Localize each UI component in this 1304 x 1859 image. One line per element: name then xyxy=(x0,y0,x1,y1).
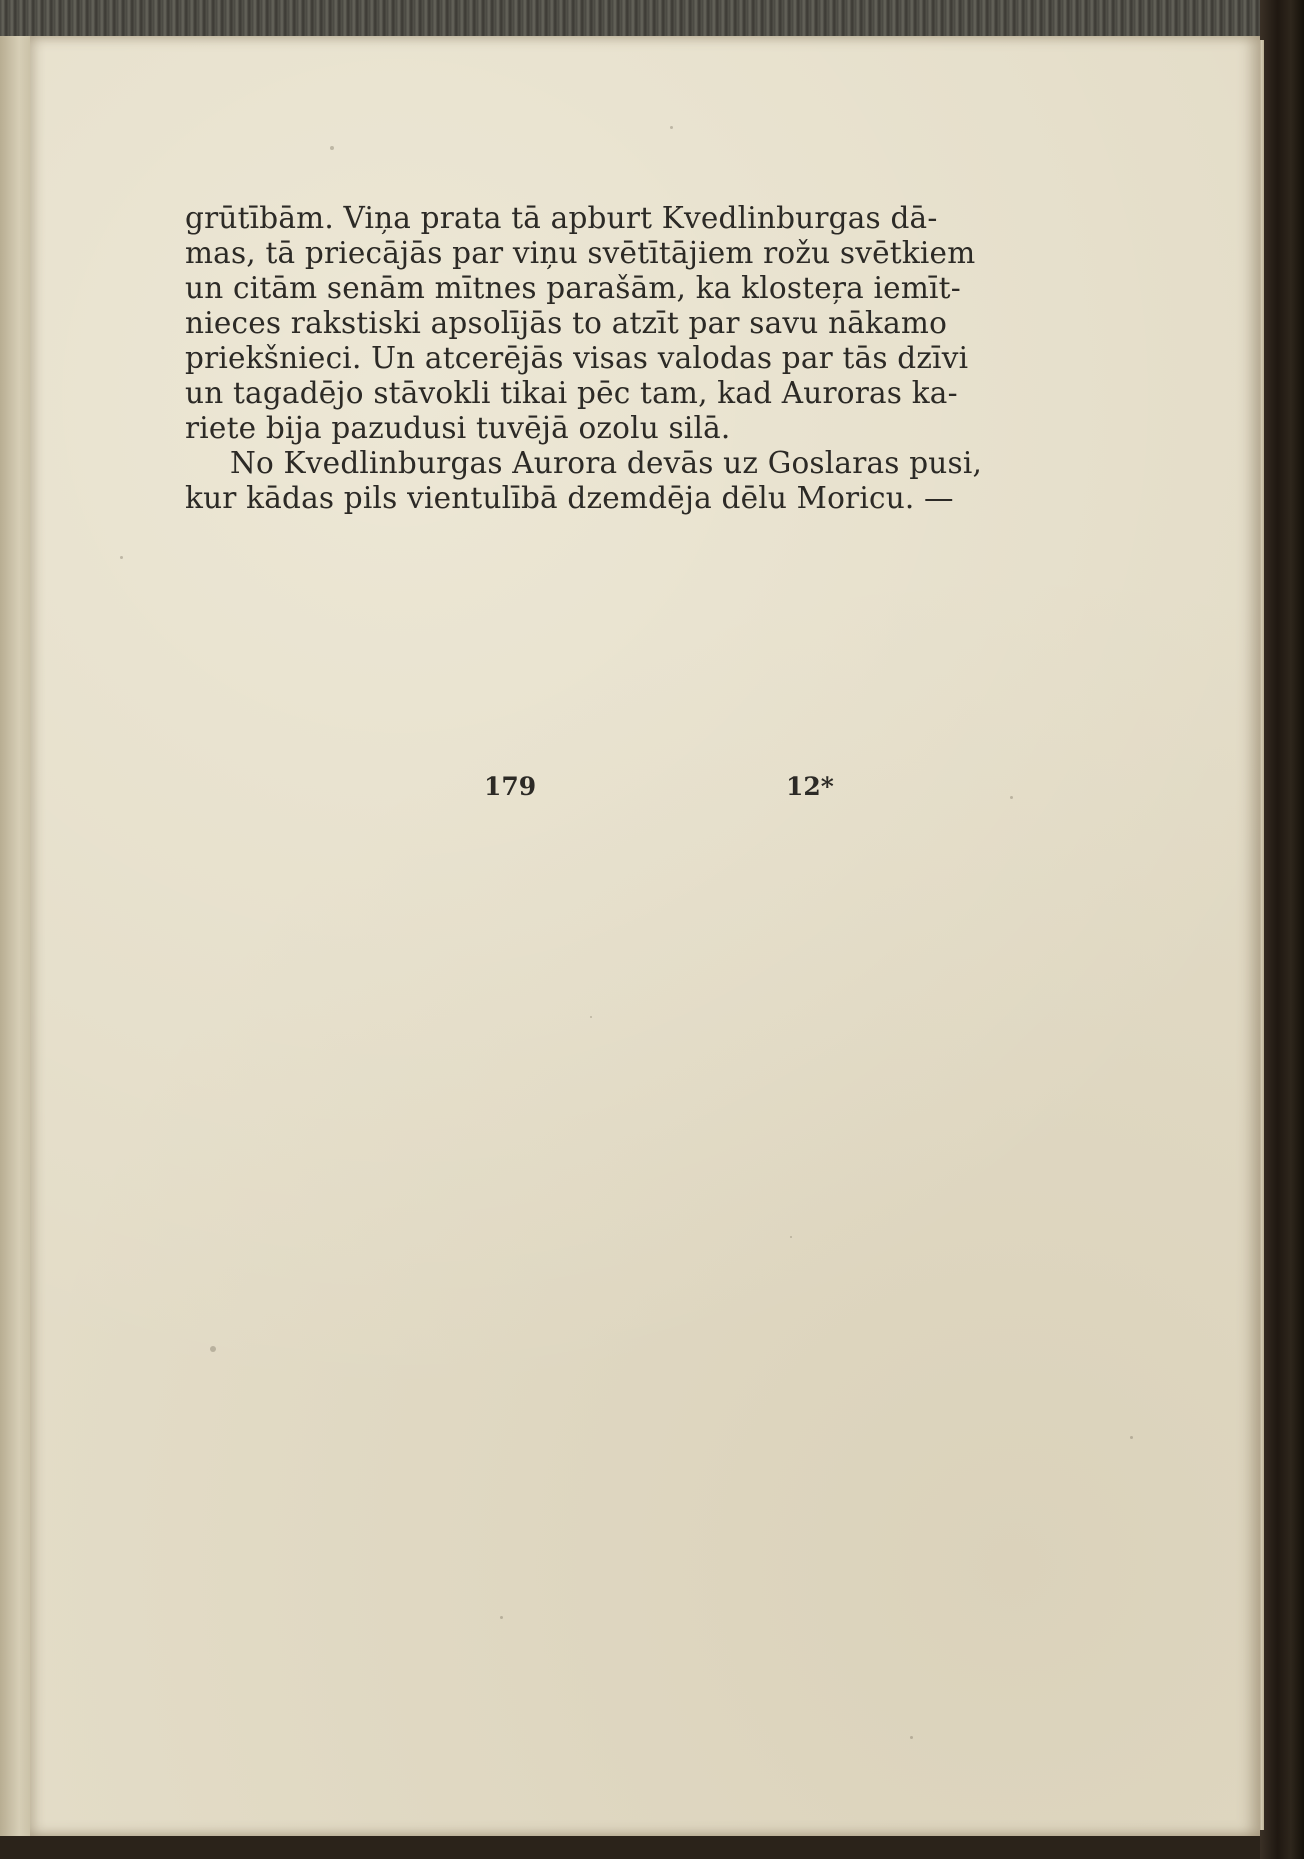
text-line: un citām senām mītnes parašām, ka klosteŗa iemīt- xyxy=(185,271,961,305)
paper-speck xyxy=(670,126,673,129)
paper-speck xyxy=(1130,1436,1133,1439)
text-line: priekšnieci. Un atcerējās visas valodas par tās dzīvi xyxy=(185,341,969,375)
text-line: riete bija pazudusi tuvējā ozolu silā. xyxy=(185,411,731,445)
text-line: nieces rakstiski apsolījās to atzīt par savu nākamo xyxy=(185,306,948,340)
text-line: grūtībām. Viņa prata tā apburt Kvedlinburgas dā- xyxy=(185,201,938,235)
paper-speck xyxy=(210,1346,216,1352)
paper-speck xyxy=(910,1736,913,1739)
page-number: 179 xyxy=(484,772,537,801)
text-line: No Kvedlinburgas Aurora devās uz Goslaras pusi, xyxy=(230,446,983,480)
paper-speck xyxy=(330,146,334,150)
body-text xyxy=(185,201,983,516)
book-binding xyxy=(1260,0,1304,1859)
paper-speck xyxy=(790,1236,792,1238)
paper-speck xyxy=(1010,796,1013,799)
text-line: mas, tā priecājās par viņu svētītājiem rožu svētkiem xyxy=(185,236,976,270)
text-line: un tagadējo stāvokli tikai pēc tam, kad Auroras ka- xyxy=(185,376,958,410)
book-page xyxy=(30,36,1260,1836)
printer-signature-mark: 12* xyxy=(786,772,834,801)
paper-speck xyxy=(590,1016,592,1018)
previous-page-edge xyxy=(0,36,32,1836)
text-line: kur kādas pils vientulībā dzemdēja dēlu Moricu. — xyxy=(185,481,954,515)
paper-speck xyxy=(500,1616,503,1619)
paper-speck xyxy=(120,556,123,559)
